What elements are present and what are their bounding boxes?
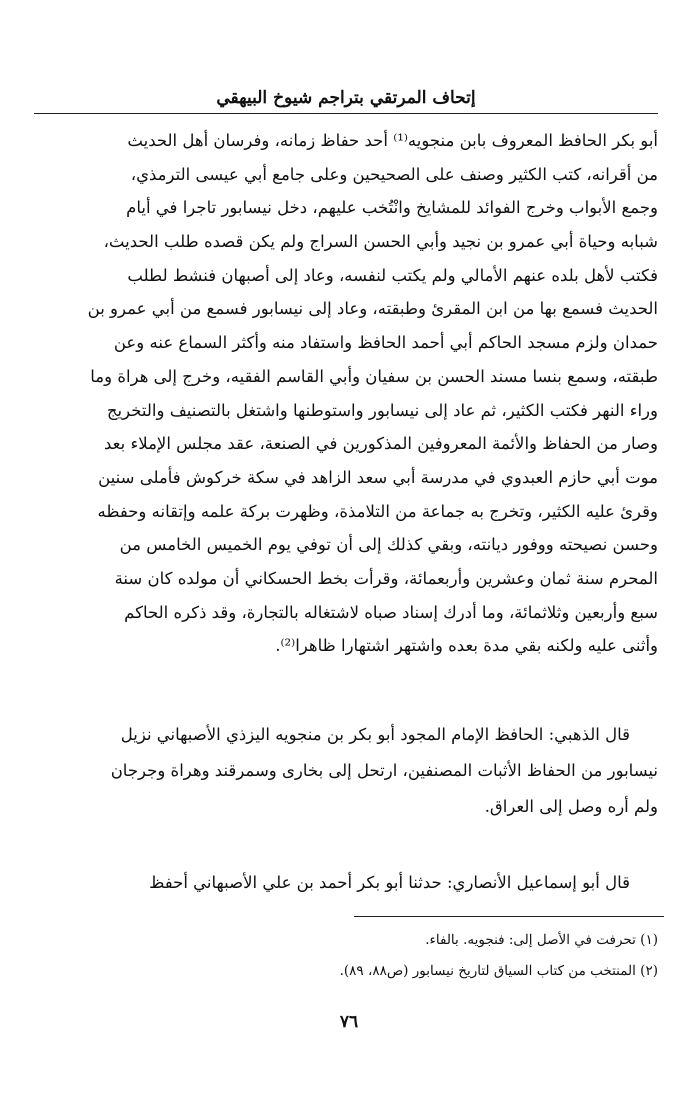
paragraph-biography bbox=[34, 124, 658, 663]
text-line: حمدان ولزم مسجد الحاكم أبي أحمد الحافظ واستفاد منه وأكثر السماع عنه وعن bbox=[113, 333, 658, 353]
text-line: موت أبي حازم العبدوي في مدرسة أبي سعد الزاهد في سكة خركوش فأملى سنين bbox=[98, 467, 658, 487]
text-line: سبع وأربعين وثلاثمائة، وما أدرك إسناد صباه لاشتغاله بالتجارة، وقد ذكره الحاكم bbox=[124, 602, 658, 622]
text-line: قال أبو إسماعيل الأنصاري: حدثنا أبو بكر أحمد بن علي الأصبهاني أحفظ bbox=[149, 873, 630, 892]
text-line: وراء النهر فكتب الكثير، ثم عاد إلى نيسابور واستوطنها واشتغل بالتصنيف والتخريج bbox=[106, 400, 658, 420]
text-line: المحرم سنة ثمان وعشرين وأربعمائة، وقرأت بخط الحسكاني أن مولده كان سنة bbox=[114, 568, 658, 588]
text-line: وقرئ عليه الكثير، وتخرج به جماعة من التلامذة، وظهرت بركة علمه وإتقانه وحفظه bbox=[97, 501, 658, 521]
text-line: الحديث فسمع بها من ابن المقرئ وطبقته، وعاد إلى نيسابور فسمع من أبي عمرو بن bbox=[87, 299, 658, 319]
text-line: وجمع الأبواب وخرج الفوائد للمشايخ وانْتُخب عليهم، دخل نيسابور تاجرا في أيام bbox=[126, 198, 658, 218]
paragraph-ansari bbox=[34, 866, 658, 900]
text-line: شبابه وحياة أبي عمرو بن نجيد وأبي الحسن السراج ولم يكن قصده طلب الحديث، bbox=[103, 232, 658, 252]
text-line: نيسابور من الحفاظ الأثبات المصنفين، ارتحل إلى بخارى وسمرقند وهراة وجرجان bbox=[110, 761, 658, 780]
text-line: وصار من الحفاظ والأئمة المعروفين المذكورين في الصنعة، عقد مجلس الإملاء بعد bbox=[104, 434, 658, 454]
text-line: وحسن نصيحته ووفور ديانته، وبقي كذلك إلى أن توفي يوم الخميس الخامس من bbox=[119, 535, 658, 555]
running-header: إتحاف المرتقي بتراجم شيوخ البيهقي bbox=[216, 88, 476, 108]
text-line: طبقته، وسمع بنسا مسند الحسن بن سفيان وأبي القاسم الفقيه، وخرج إلى هراة وما bbox=[90, 366, 658, 386]
header-divider bbox=[34, 113, 658, 114]
text-line: من أقرانه، كتب الكثير وصنف على الصحيحين وعلى جامع أبي عيسى الترمذي، bbox=[130, 164, 658, 184]
footnote-divider bbox=[354, 916, 664, 917]
text-line: ولم أره وصل إلى العراق. bbox=[484, 797, 658, 816]
paragraph-dhahabi bbox=[34, 717, 658, 825]
text-line: وأثنى عليه ولكنه بقي مدة بعده واشتهر اشتهارا ظاهرا⁽²⁾. bbox=[275, 636, 658, 656]
footnote-2: (٢) المنتخب من كتاب السياق لتاريخ نيسابور (ص٨٨، ٨٩). bbox=[339, 963, 658, 979]
text-line: قال الذهبي: الحافظ الإمام المجود أبو بكر بن منجويه اليزذي الأصبهاني نزيل bbox=[120, 725, 630, 744]
text-line: فكتب لأهل بلده عنهم الأمالي ولم يكتب لنفسه، وعاد إلى أصبهان فنشط لطلب bbox=[127, 265, 658, 285]
footnote-1: (١) تحرفت في الأصل إلى: فنجويه. بالفاء. bbox=[425, 932, 658, 948]
footnotes bbox=[34, 925, 658, 987]
text-line: أبو بكر الحافظ المعروف بابن منجويه⁽¹⁾ أحد حفاظ زمانه، وفرسان أهل الحديث bbox=[127, 131, 658, 150]
page-number: ٧٦ bbox=[339, 1012, 359, 1032]
